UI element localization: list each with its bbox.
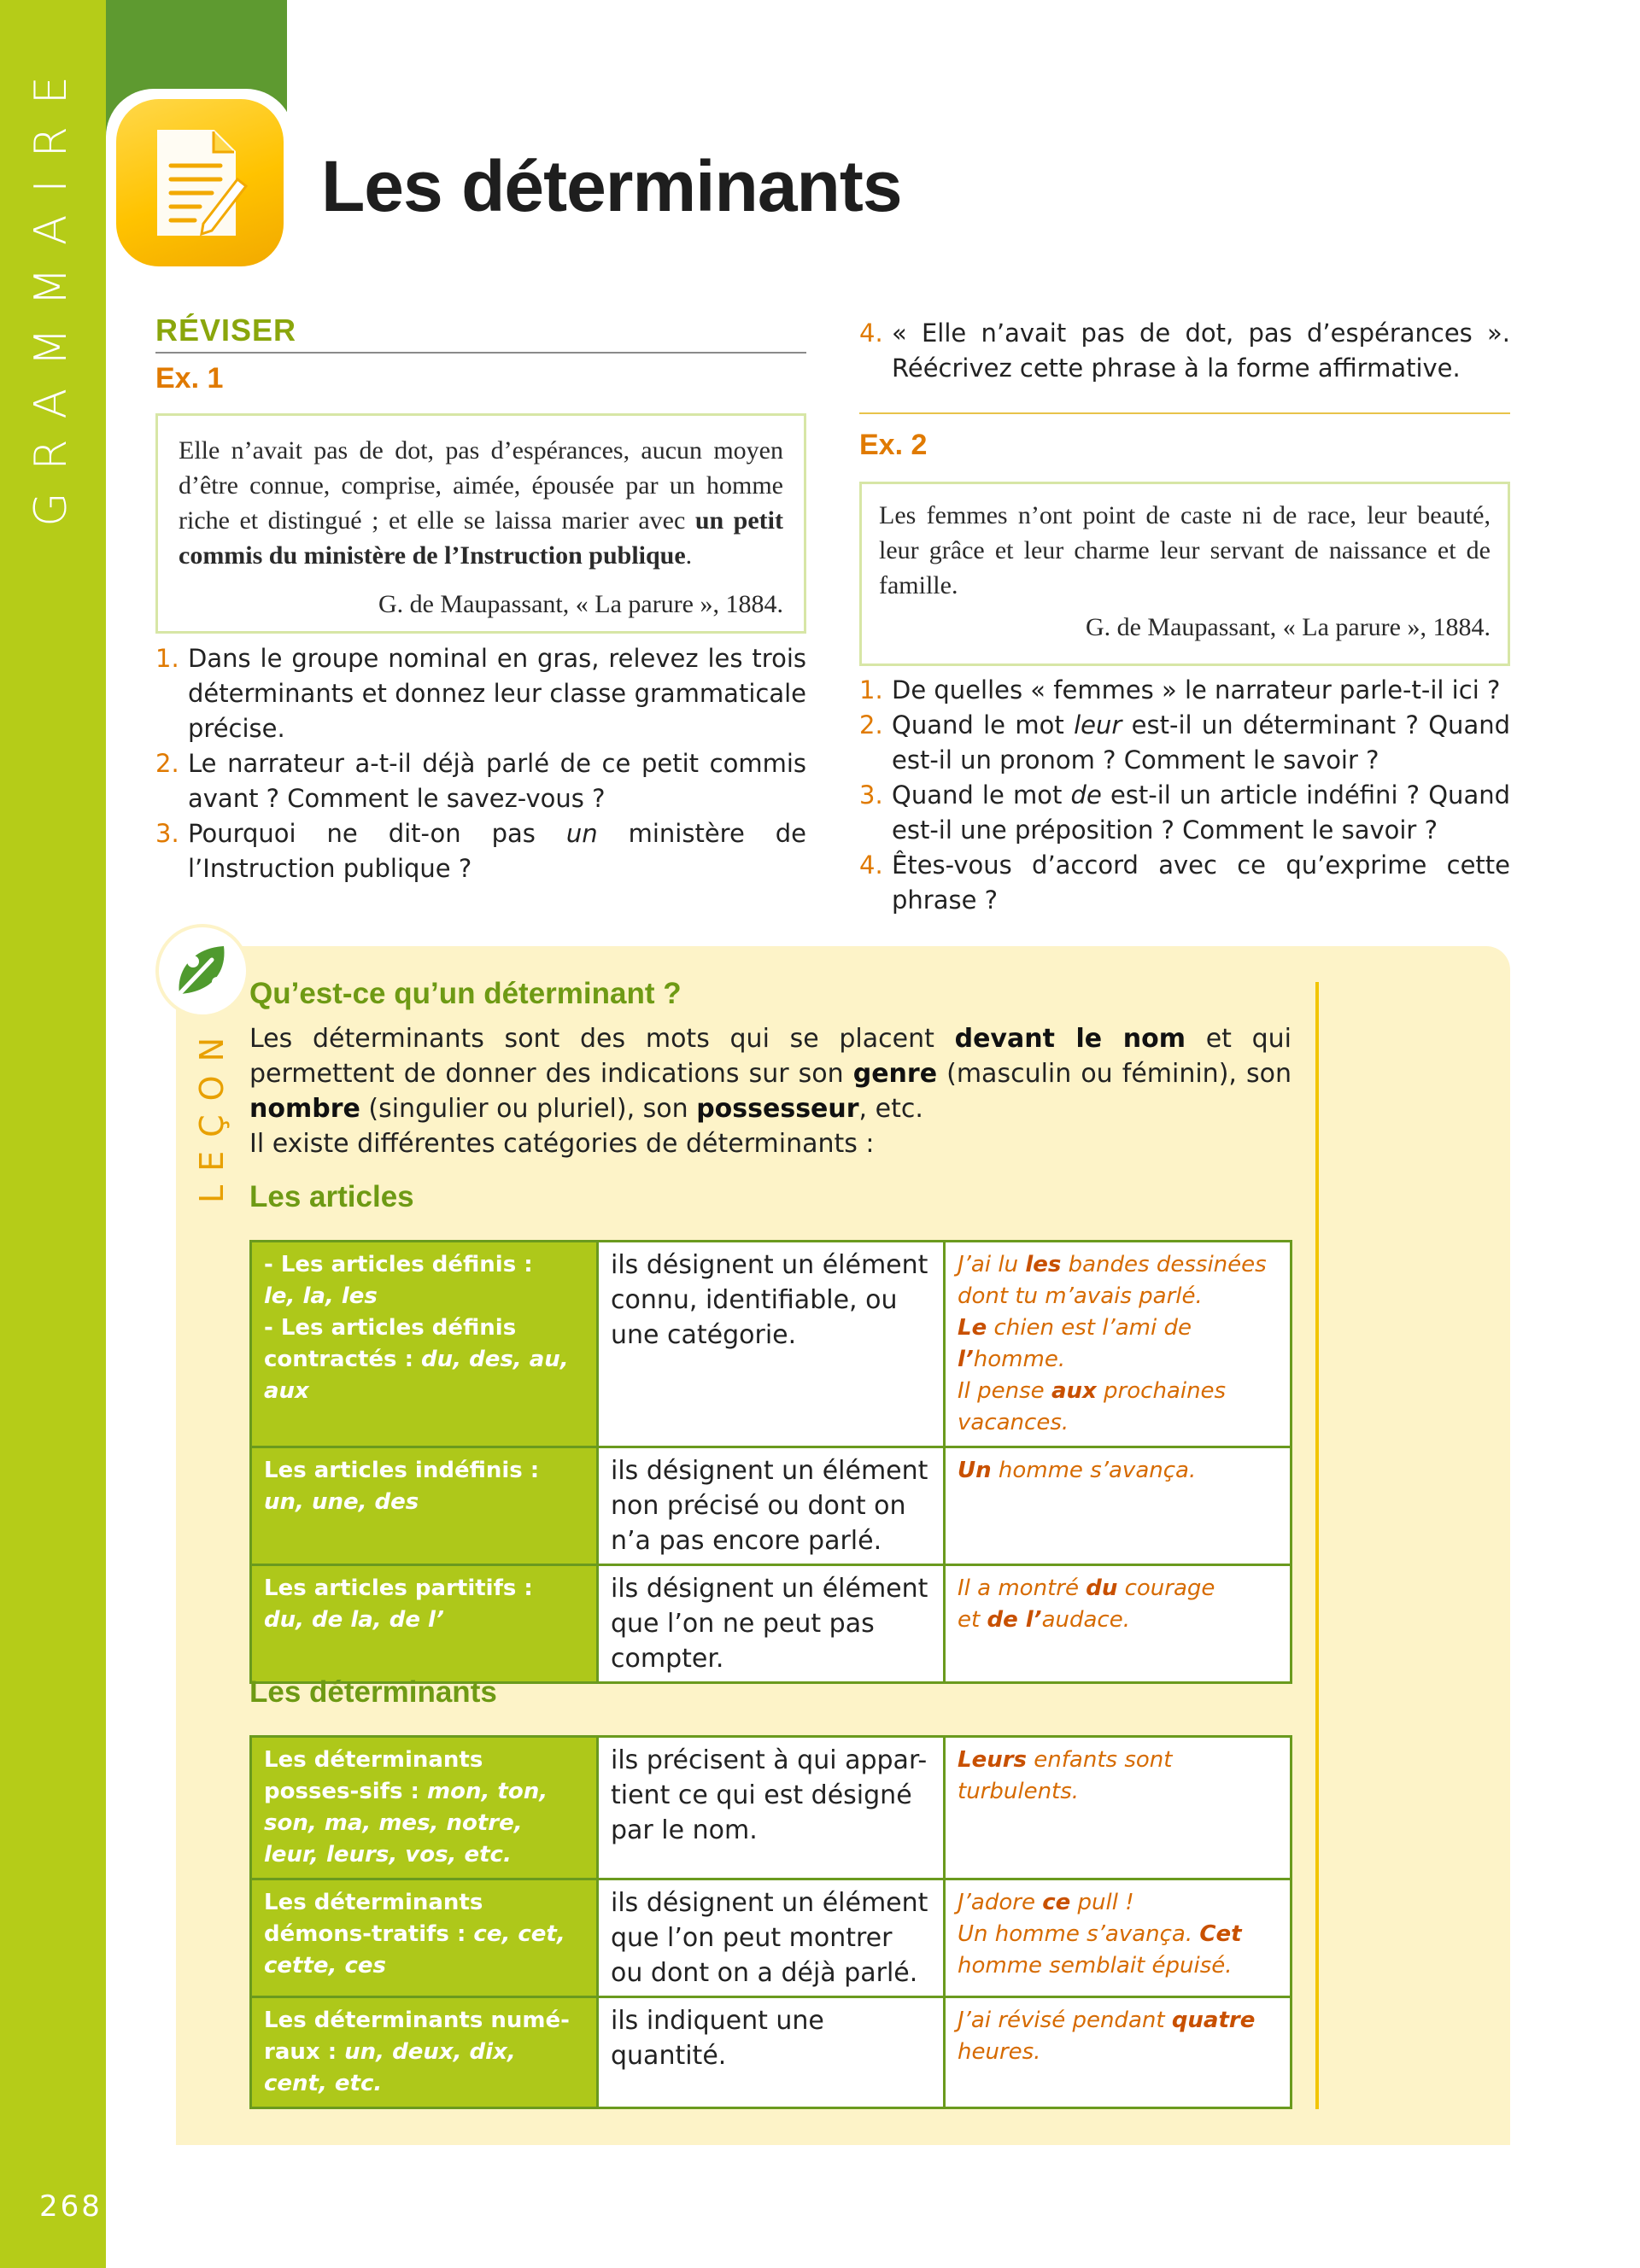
lesson-intro: Les déterminants sont des mots qui se placent devant le nom et qui permettent de donner des indications sur son genre (masculin ou féminin), son nombre (singulier ou pluriel), son possesseur, etc. Il existe différentes catégories de déterminants : <box>249 1024 1292 1159</box>
lesson-label: LEÇON <box>193 1023 231 1204</box>
exercise-2-label: Ex. 2 <box>859 429 928 461</box>
lesson-badge <box>155 924 249 1018</box>
leaf-icon <box>167 936 237 1006</box>
list-item: 2. Le narrateur a-t-il déjà parlé de ce petit commis avant ? Comment le savez-vous ? <box>155 749 806 813</box>
articles-table <box>249 1240 1292 1684</box>
heading-articles: Les articles <box>249 1180 414 1213</box>
exercise-1-question-4 <box>859 316 1510 386</box>
list-item: 1. De quelles « femmes » le narrateur parle-t-il ici ? <box>859 675 1501 704</box>
quote-source: G. de Maupassant, « La parure », 1884. <box>1085 613 1491 641</box>
page-number: 268 <box>39 2189 102 2224</box>
list-item: 2. Quand le mot leur est-il un déterminant ? Quand est-il un pronom ? Comment le savoir ? <box>859 710 1510 775</box>
sidebar-label: GRAMMAIRE <box>26 54 78 527</box>
list-item: 3. Quand le mot de est-il un article indéfini ? Quand est-il une préposition ? Comment le savoir ? <box>859 780 1510 845</box>
exercise-1-questions <box>155 641 806 886</box>
list-item: 4. « Elle n’avait pas de dot, pas d’espérances ». Réécrivez cette phrase à la forme affirmative. <box>859 319 1510 383</box>
list-item: 4. Êtes-vous d’accord avec ce qu’exprime cette phrase ? <box>859 850 1510 915</box>
section-heading-reviser: RÉVISER <box>155 313 806 354</box>
table-row: - Les articles définis : le, la, les - Les articles définis contractés : du, des, au, aux ils désignent un élément connu, identifiable, ou une catégorie. J’ai lu les bandes dessinées dont tu m’avais parlé. Le chien est l’ami de l’homme. Il pense aux prochaines vacances. <box>251 1242 1292 1447</box>
list-item: 3. Pourquoi ne dit-on pas un ministère de l’Instruction publique ? <box>155 819 806 883</box>
table-row: Les articles indéfinis : un, une, des ils désignent un élément non précisé ou dont on n’a pas encore parlé. Un homme s’avança. <box>251 1447 1292 1565</box>
table-row: Les déterminants numé-raux : un, deux, dix, cent, etc. ils indiquent une quantité. J’ai révisé pendant quatre heures. <box>251 1997 1292 2108</box>
table-row: Les articles partitifs : du, de la, de l’ ils désignent un élément que l’on ne peut pas compter. Il a montré du courage et de l’audace. <box>251 1565 1292 1683</box>
table-row: Les déterminants démons-tratifs : ce, cet, cette, ces ils désignent un élément que l’on peut montrer ou dont on a déjà parlé. J’adore ce pull ! Un homme s’avança. Cet homme semblait épuisé. <box>251 1879 1292 1997</box>
page-title: Les déterminants <box>321 146 902 226</box>
document-pencil-icon <box>152 128 248 237</box>
header-badge <box>116 99 284 266</box>
divider <box>859 412 1510 414</box>
exercise-2-questions <box>859 673 1510 918</box>
list-item: 1. Dans le groupe nominal en gras, relevez les trois déterminants et donnez leur classe grammaticale précise. <box>155 644 806 743</box>
heading-determinants: Les déterminants <box>249 1675 497 1709</box>
exercise-1-quote: Elle n’avait pas de dot, pas d’espérances, aucun moyen d’être connue, comprise, aimée, épousée par un homme riche et distingué ; et elle se laissa marier avec un petit commis du ministère de l’Instruction publique. G. de Maupassant, « La parure », 1884. <box>155 413 806 634</box>
lesson-rule <box>1315 982 1319 2109</box>
exercise-2-quote: Les femmes n’ont point de caste ni de race, leur beauté, leur grâce et leur charme leur servant de naissance et de famille. G. de Maupassant, « La parure », 1884. <box>859 482 1510 666</box>
table-row: Les déterminants posses-sifs : mon, ton, son, ma, mes, notre, leur, leurs, vos, etc. ils précisent à qui appar-tient ce qui est désigné par le nom. Leurs enfants sont turbulents. <box>251 1737 1292 1879</box>
determinants-table <box>249 1735 1292 2109</box>
quote-source: G. de Maupassant, « La parure », 1884. <box>378 590 783 618</box>
exercise-1-label: Ex. 1 <box>155 362 224 395</box>
lesson-question: Qu’est-ce qu’un déterminant ? <box>249 977 682 1010</box>
